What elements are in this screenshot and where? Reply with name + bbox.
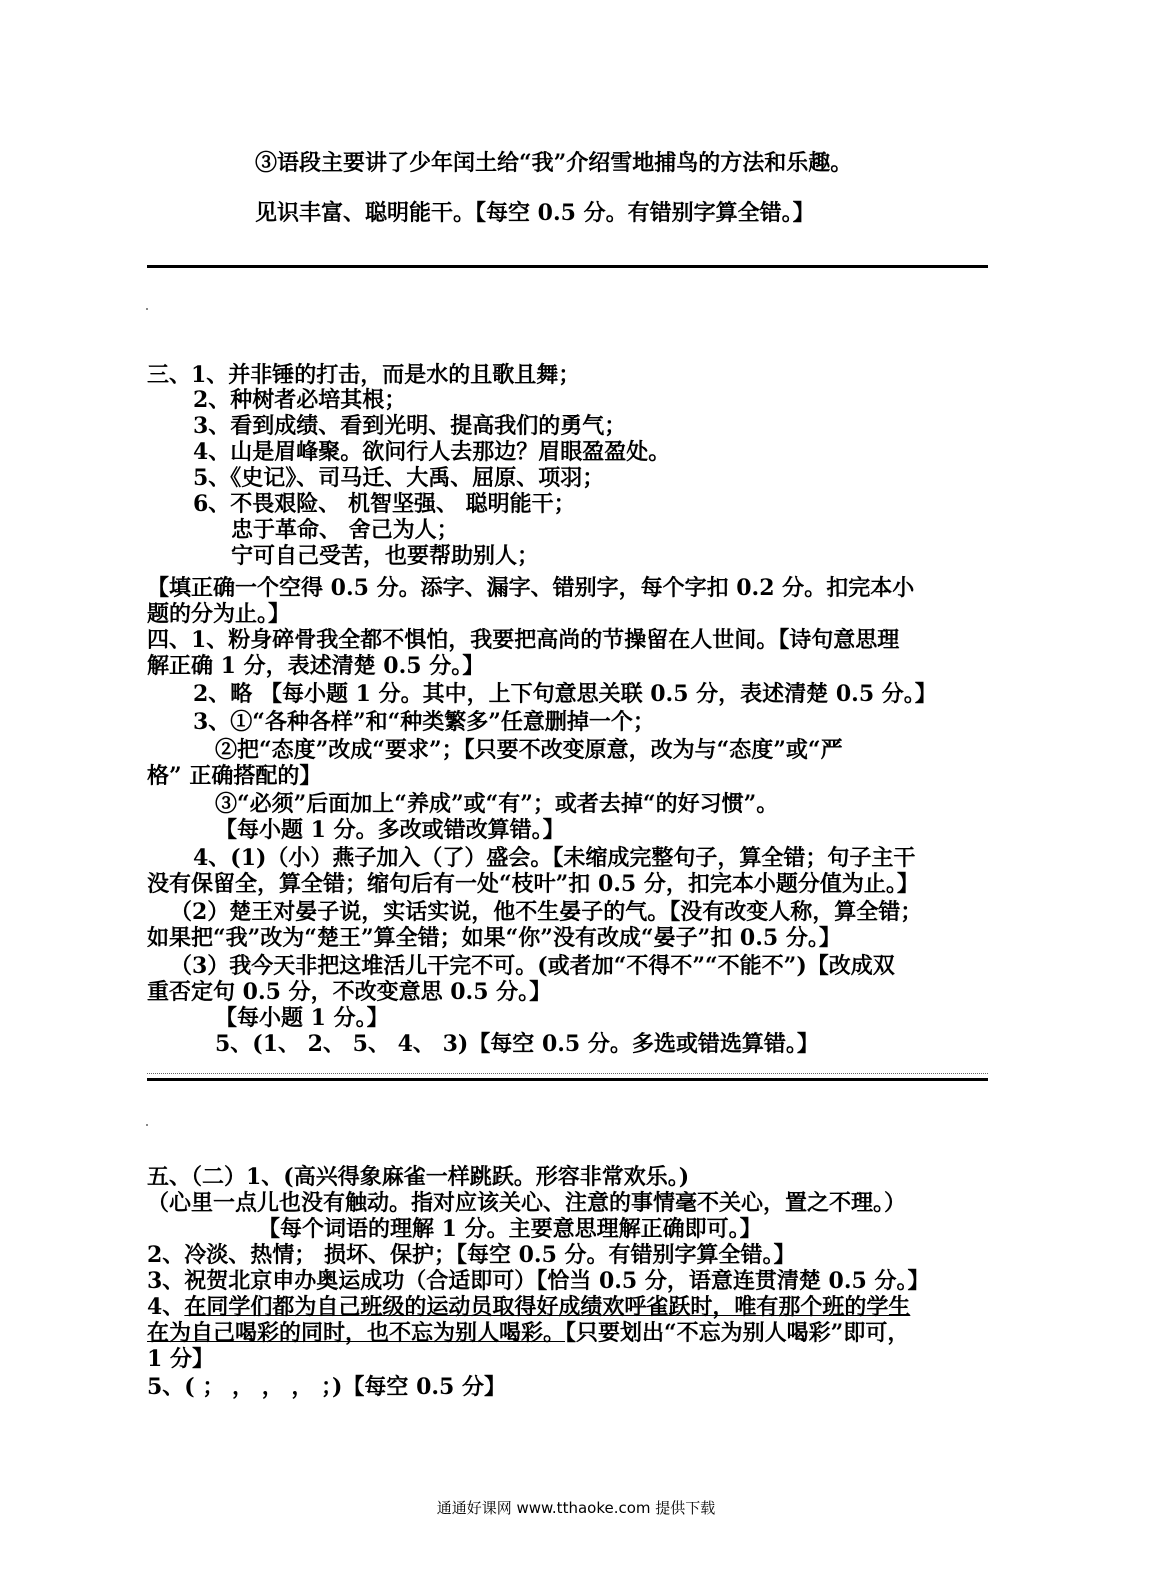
section4-line: 【每小题 1 分。】 [215, 1005, 389, 1031]
section5-line: 2、冷淡、热情； 损坏、保护；【每空 0.5 分。有错别字算全错。】 [147, 1242, 796, 1268]
section4-line: 2、略 【每小题 1 分。其中，上下句意思关联 0.5 分，表述清楚 0.5 分。】 [193, 681, 937, 707]
section4-line: 5、(1、 2、 5、 4、 3)【每空 0.5 分。多选或错选算错。】 [215, 1031, 819, 1057]
section4-line: 没有保留全，算全错；缩句后有一处“枝叶”扣 0.5 分，扣完本小题分值为止。】 [147, 871, 919, 897]
section3-line: 5、《史记》、司马迁、大禹、屈原、项羽； [193, 465, 605, 491]
section3-line: 6、不畏艰险、 机智坚强、 聪明能干； [193, 491, 576, 517]
answer-line-top-1: ③语段主要讲了少年闰土给“我”介绍雪地捕鸟的方法和乐趣。 [255, 150, 853, 176]
section4-line: （3）我今天非把这堆活儿干完不可。(或者加“不得不”“不能不”)【改成双 [170, 953, 895, 979]
section5-line: 【每个词语的理解 1 分。主要意思理解正确即可。】 [258, 1216, 762, 1242]
item4-grading-note: 【只要划出“不忘为别人喝彩”即可， [565, 1320, 910, 1346]
section3-line: 宁可自己受苦，也要帮助别人； [231, 543, 540, 569]
section4-line: 重否定句 0.5 分，不改变意思 0.5 分。】 [147, 979, 552, 1005]
section5-line: 五、（二）1、(高兴得象麻雀一样跳跃。形容非常欢乐。) [147, 1164, 690, 1190]
answer-line-top-2: 见识丰富、聪明能干。【每空 0.5 分。有错别字算全错。】 [255, 200, 815, 226]
item4-number: 4、 [147, 1294, 185, 1320]
section5-item4-line3: 1 分】 [147, 1346, 214, 1372]
section3-line: 2、种树者必培其根； [193, 387, 407, 413]
stray-mark [146, 1124, 148, 1126]
section4-line: 格” 正确搭配的】 [147, 763, 322, 789]
section3-line: 3、看到成绩、看到光明、提高我们的勇气； [193, 413, 627, 439]
stray-mark [146, 308, 148, 310]
section3-line: 三、1、并非锤的打击，而是水的且歌且舞； [147, 362, 581, 388]
item4-underlined-sentence-b: 在为自己喝彩的同时，也不忘为别人喝彩。 [147, 1320, 566, 1346]
dotted-separator [147, 1073, 988, 1074]
section3-line: 【填正确一个空得 0.5 分。添字、漏字、错别字，每个字扣 0.2 分。扣完本小 [147, 575, 915, 601]
section4-line: 四、1、粉身碎骨我全都不惧怕，我要把高尚的节操留在人世间。【诗句意思理 [147, 627, 900, 653]
section4-line: ③“必须”后面加上“养成”或“有”；或者去掉“的好习惯”。 [215, 791, 779, 817]
section-divider-1 [147, 265, 988, 268]
section3-line: 4、山是眉峰聚。欲问行人去那边？眉眼盈盈处。 [193, 439, 671, 465]
section4-line: 解正确 1 分，表述清楚 0.5 分。】 [147, 653, 485, 679]
section3-line: 题的分为止。】 [147, 601, 291, 627]
section5-item4-line1 [147, 1294, 910, 1320]
section4-line: 4、(1)（小）燕子加入（了）盛会。【未缩成完整句子，算全错；句子主干 [193, 845, 916, 871]
section4-line: 如果把“我”改为“楚王”算全错；如果“你”没有改成“晏子”扣 0.5 分。】 [147, 925, 841, 951]
section4-line: 3、①“各种各样”和“种类繁多”任意删掉一个； [193, 709, 655, 735]
section4-line: ②把“态度”改成“要求”；【只要不改变原意，改为与“态度”或“严 [215, 737, 843, 763]
footer-credit: 通通好课网 www.tthaoke.com 提供下载 [436, 1499, 716, 1517]
section4-line: （2）楚王对晏子说，实话实说，他不生晏子的气。【没有改变人称，算全错； [170, 899, 923, 925]
section5-line: （心里一点儿也没有触动。指对应该关心、注意的事情毫不关心，置之不理。） [147, 1190, 907, 1216]
section5-line: 3、祝贺北京申办奥运成功（合适即可）【恰当 0.5 分，语意连贯清楚 0.5 分。】 [147, 1268, 930, 1294]
section3-line: 忠于革命、 舍己为人； [231, 517, 459, 543]
section5-item4-line2 [147, 1320, 909, 1346]
section5-item5: 5、( ； ， ， ， ；)【每空 0.5 分】 [147, 1374, 507, 1400]
item4-underlined-sentence-a: 在同学们都为自己班级的运动员取得好成绩欢呼雀跃时，唯有那个班的学生 [184, 1294, 911, 1320]
section4-line: 【每小题 1 分。多改或错改算错。】 [215, 817, 565, 843]
section-divider-2 [147, 1078, 988, 1081]
